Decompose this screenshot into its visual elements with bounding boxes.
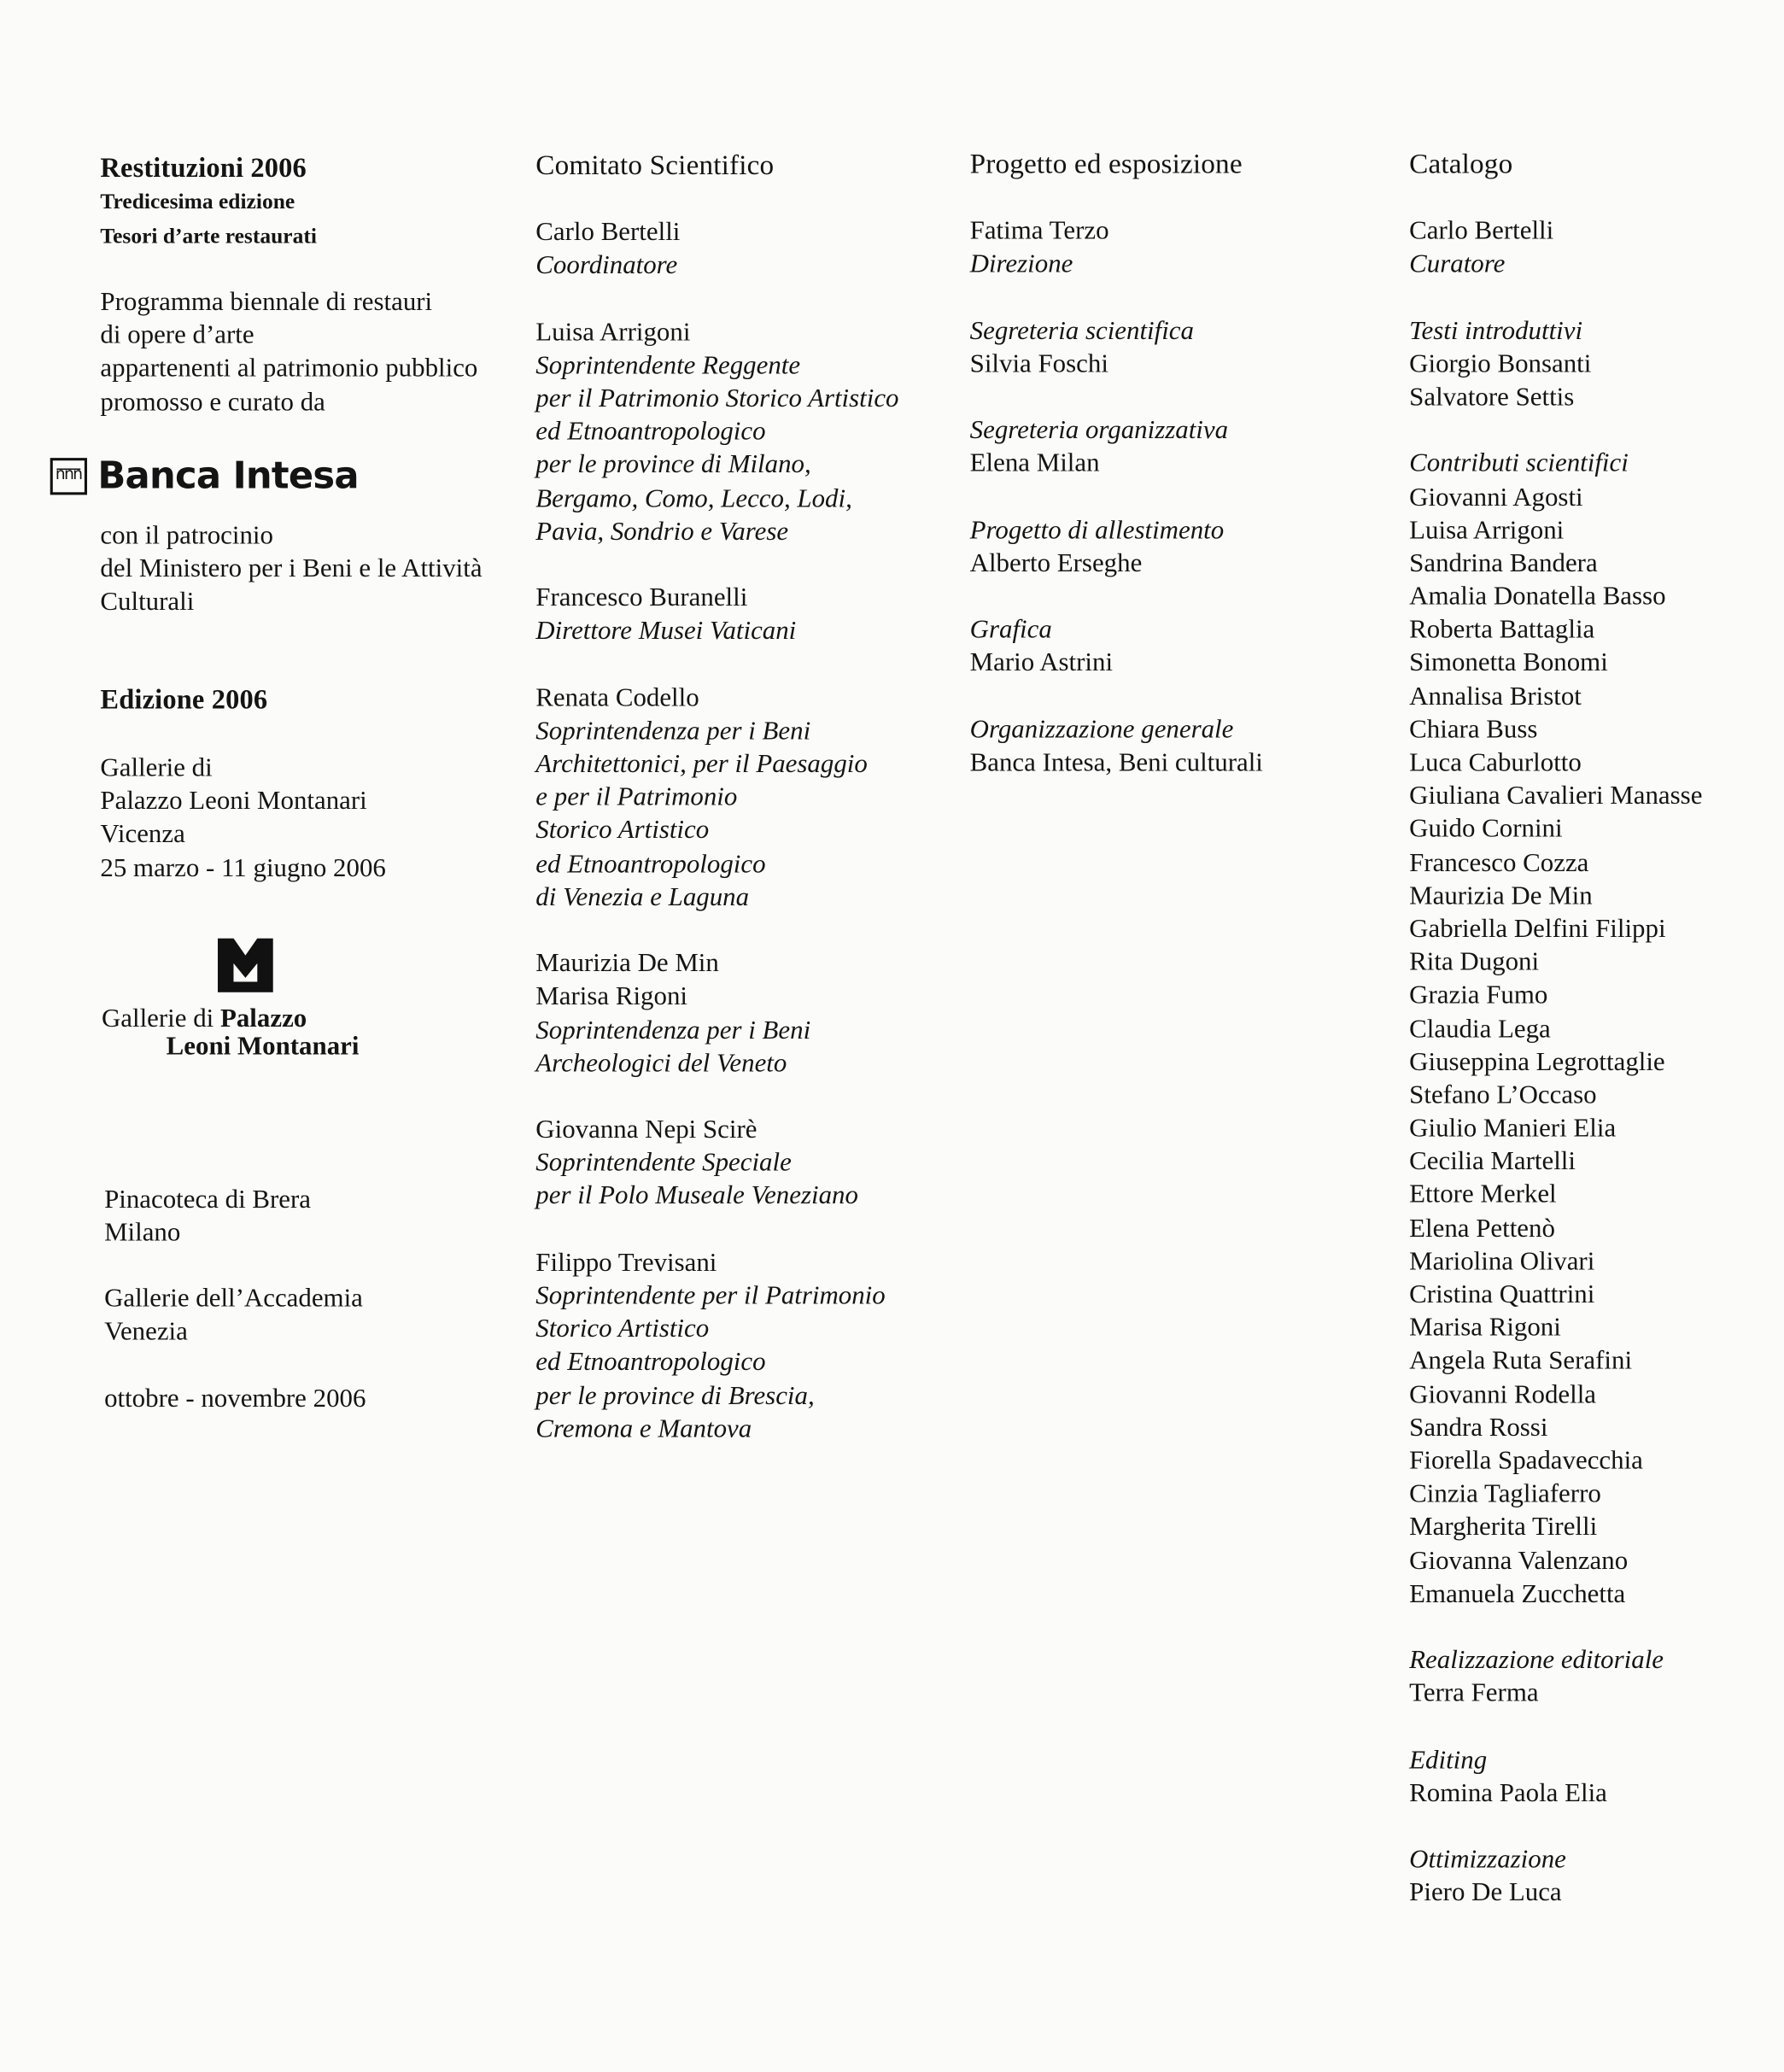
- credit-group: [1409, 315, 1702, 415]
- credit-group: [535, 1247, 898, 1447]
- column-heading: Catalogo: [1409, 148, 1513, 180]
- person-name: Stefano L’Occaso: [1409, 1080, 1597, 1110]
- person-name: Rita Dugoni: [1409, 947, 1540, 977]
- person-name: Annalisa Bristot: [1409, 682, 1582, 711]
- person-name: Terra Ferma: [1409, 1678, 1539, 1708]
- subtitle: Tesori d’arte restaurati: [100, 223, 317, 249]
- person-name: Gabriella Delfini Filippi: [1409, 914, 1666, 944]
- person-name: Elena Pettenò: [1409, 1213, 1555, 1243]
- text-line: di opere d’arte: [100, 320, 254, 350]
- credit-group: [970, 614, 1263, 681]
- leoni-montanari-m-icon: [218, 939, 273, 992]
- role-label: per il Polo Museale Veneziano: [535, 1181, 858, 1211]
- person-name: Giovanni Rodella: [1409, 1379, 1597, 1409]
- role-label: Realizzazione editoriale: [1409, 1645, 1664, 1675]
- person-name: Giuseppina Legrottaglie: [1409, 1047, 1665, 1077]
- person-name: Carlo Bertelli: [1409, 216, 1554, 246]
- text-line: appartenenti al patrimonio pubblico: [100, 354, 478, 383]
- person-name: Giovanna Nepi Scirè: [535, 1115, 757, 1144]
- person-name: Giovanna Valenzano: [1409, 1546, 1629, 1576]
- credit-group: [535, 1114, 898, 1214]
- role-label: per le province di Milano,: [535, 450, 811, 480]
- role-label: Coordinatore: [535, 250, 678, 280]
- text-line: Vicenza: [100, 820, 185, 850]
- person-name: Giulio Manieri Elia: [1409, 1114, 1617, 1144]
- role-label: per le province di Brescia,: [535, 1381, 815, 1411]
- role-label: Architettonici, per il Paesaggio: [535, 749, 868, 779]
- column-catalogo: [1409, 148, 1702, 1943]
- person-name: Sandrina Bandera: [1409, 548, 1598, 578]
- text-line: Milano: [104, 1218, 181, 1248]
- role-label: Storico Artistico: [535, 816, 710, 846]
- credit-group: [535, 216, 898, 283]
- venue-vicenza: [100, 752, 385, 886]
- role-label: Testi introduttivi: [1409, 316, 1583, 346]
- column-intro: [100, 152, 316, 254]
- person-name: Francesco Buranelli: [535, 583, 748, 613]
- role-label: Soprintendente per il Patrimonio: [535, 1281, 886, 1311]
- role-label: Soprintendente Speciale: [535, 1148, 792, 1178]
- text-line: ottobre - novembre 2006: [104, 1384, 366, 1414]
- role-label: Cremona e Mantova: [535, 1414, 752, 1443]
- person-name: Fatima Terzo: [969, 216, 1109, 246]
- text-line: Palazzo Leoni Montanari: [100, 787, 367, 817]
- credit-group: [535, 316, 898, 548]
- role-label: Segreteria scientifica: [969, 316, 1194, 346]
- person-name: Salvatore Settis: [1409, 382, 1575, 412]
- title: Restituzioni 2006: [100, 151, 307, 184]
- person-name: Chiara Buss: [1409, 715, 1538, 745]
- person-name: Carlo Bertelli: [535, 217, 681, 247]
- person-name: Luisa Arrigoni: [535, 317, 691, 347]
- text-line: Programma biennale di restauri: [100, 287, 433, 317]
- person-name: Filippo Trevisani: [535, 1248, 717, 1278]
- person-name: Romina Paola Elia: [1409, 1778, 1607, 1808]
- role-label: ed Etnoantropologico: [535, 1348, 766, 1378]
- person-name: Maurizia De Min: [535, 949, 719, 979]
- credit-group: [1409, 215, 1702, 282]
- role-label: Contributi scientifici: [1409, 448, 1629, 478]
- role-label: ed Etnoantropologico: [535, 849, 766, 879]
- person-name: Marisa Rigoni: [1409, 1313, 1561, 1343]
- role-label: Pavia, Sondrio e Varese: [535, 517, 789, 547]
- person-name: Piero De Luca: [1409, 1878, 1562, 1908]
- text-line: 25 marzo - 11 giugno 2006: [100, 853, 386, 882]
- role-label: per il Patrimonio Storico Artistico: [535, 383, 899, 413]
- edition-title: Edizione 2006: [100, 683, 268, 716]
- person-name: Renata Codello: [535, 682, 699, 712]
- person-name: Francesco Cozza: [1409, 847, 1589, 877]
- logo-line-bold: Leoni Montanari: [166, 1032, 360, 1062]
- person-name: Mario Astrini: [969, 648, 1114, 678]
- column-heading: Progetto ed esposizione: [969, 148, 1243, 180]
- person-name: Banca Intesa, Beni culturali: [969, 748, 1263, 778]
- credit-group: [1409, 1744, 1702, 1811]
- text-line: Gallerie dell’Accademia: [104, 1284, 363, 1314]
- program-text: [100, 286, 477, 419]
- person-name: Amalia Donatella Basso: [1409, 582, 1666, 612]
- credit-group: [970, 514, 1263, 581]
- role-label: Soprintendenza per i Beni: [535, 1015, 811, 1045]
- text-line: con il patrocinio: [100, 521, 273, 551]
- person-name: Sandra Rossi: [1409, 1413, 1548, 1443]
- person-name: Alberto Erseghe: [969, 548, 1143, 578]
- person-name: Mariolina Olivari: [1409, 1246, 1595, 1276]
- subtitle: Tredicesima edizione: [100, 188, 295, 214]
- role-label: Direzione: [969, 249, 1073, 279]
- role-label: e per il Patrimonio: [535, 782, 738, 812]
- credit-group: [535, 682, 898, 914]
- person-name: Cristina Quattrini: [1409, 1279, 1595, 1309]
- role-label: Soprintendente Reggente: [535, 350, 801, 380]
- logo-line: Gallerie di: [101, 1004, 220, 1033]
- banca-intesa-logo: [50, 454, 359, 498]
- role-label: Grafica: [969, 615, 1052, 645]
- credit-group: [1409, 1644, 1702, 1711]
- person-name: Luisa Arrigoni: [1409, 515, 1565, 545]
- person-name: Giovanni Agosti: [1409, 482, 1583, 512]
- patronage-text: [100, 520, 482, 620]
- credit-group: [970, 714, 1263, 781]
- person-name: Giuliana Cavalieri Manasse: [1409, 781, 1703, 811]
- person-name: Angela Ruta Serafini: [1409, 1346, 1633, 1376]
- role-label: ed Etnoantropologico: [535, 417, 766, 447]
- role-label: Organizzazione generale: [969, 715, 1234, 745]
- person-name: Luca Caburlotto: [1409, 748, 1582, 778]
- person-name: Emanuela Zucchetta: [1409, 1579, 1626, 1608]
- role-label: Storico Artistico: [535, 1314, 710, 1344]
- person-name: Guido Cornini: [1409, 814, 1563, 844]
- text-line: promosso e curato da: [100, 387, 325, 417]
- credit-group: [535, 948, 898, 1081]
- venue-brera: [104, 1184, 311, 1250]
- role-label: Segreteria organizzativa: [969, 415, 1229, 445]
- person-name: Marisa Rigoni: [535, 982, 687, 1012]
- text-line: Culturali: [100, 588, 195, 618]
- credit-group: [1409, 448, 1702, 1611]
- venue-accademia: [104, 1283, 363, 1349]
- credit-group: [970, 215, 1263, 282]
- role-label: Soprintendenza per i Beni: [535, 716, 811, 746]
- column-progetto: [970, 148, 1263, 813]
- credit-group: [970, 414, 1263, 481]
- role-label: Direttore Musei Vaticani: [535, 616, 797, 646]
- edition-block: [100, 683, 267, 717]
- column-heading: Comitato Scientifico: [535, 149, 775, 181]
- person-name: Fiorella Spadavecchia: [1409, 1446, 1643, 1476]
- dates-second: [104, 1383, 366, 1416]
- credit-group: [535, 582, 898, 648]
- text-line: Gallerie di: [100, 753, 213, 783]
- role-label: Editing: [1409, 1745, 1488, 1775]
- role-label: Curatore: [1409, 249, 1506, 279]
- person-name: Claudia Lega: [1409, 1014, 1551, 1044]
- person-name: Cecilia Martelli: [1409, 1147, 1576, 1177]
- person-name: Cinzia Tagliaferro: [1409, 1479, 1601, 1509]
- gallerie-palazzo-logo-text: [102, 1005, 359, 1061]
- person-name: Giorgio Bonsanti: [1409, 349, 1592, 379]
- role-label: Bergamo, Como, Lecco, Lodi,: [535, 483, 852, 513]
- role-label: Progetto di allestimento: [969, 515, 1225, 545]
- person-name: Silvia Foschi: [969, 349, 1108, 379]
- text-line: Pinacoteca di Brera: [104, 1185, 312, 1215]
- person-name: Grazia Fumo: [1409, 980, 1548, 1010]
- person-name: Maurizia De Min: [1409, 881, 1593, 910]
- text-line: Venezia: [104, 1317, 188, 1347]
- logo-text: Banca Intesa: [97, 454, 359, 498]
- role-label: Ottimizzazione: [1409, 1845, 1566, 1875]
- person-name: Roberta Battaglia: [1409, 615, 1595, 645]
- person-name: Elena Milan: [969, 448, 1100, 478]
- text-line: del Ministero per i Beni e le Attività: [100, 554, 483, 584]
- role-label: Archeologici del Veneto: [535, 1048, 787, 1078]
- bridge-arches-icon: [50, 457, 87, 494]
- person-name: Ettore Merkel: [1409, 1179, 1557, 1209]
- column-comitato: [535, 149, 898, 1480]
- person-name: Margherita Tirelli: [1409, 1513, 1598, 1542]
- credit-group: [970, 315, 1263, 382]
- credit-group: [1409, 1844, 1702, 1911]
- person-name: Simonetta Bonomi: [1409, 648, 1608, 678]
- logo-line-bold: Palazzo: [219, 1004, 307, 1033]
- role-label: di Venezia e Laguna: [535, 882, 750, 912]
